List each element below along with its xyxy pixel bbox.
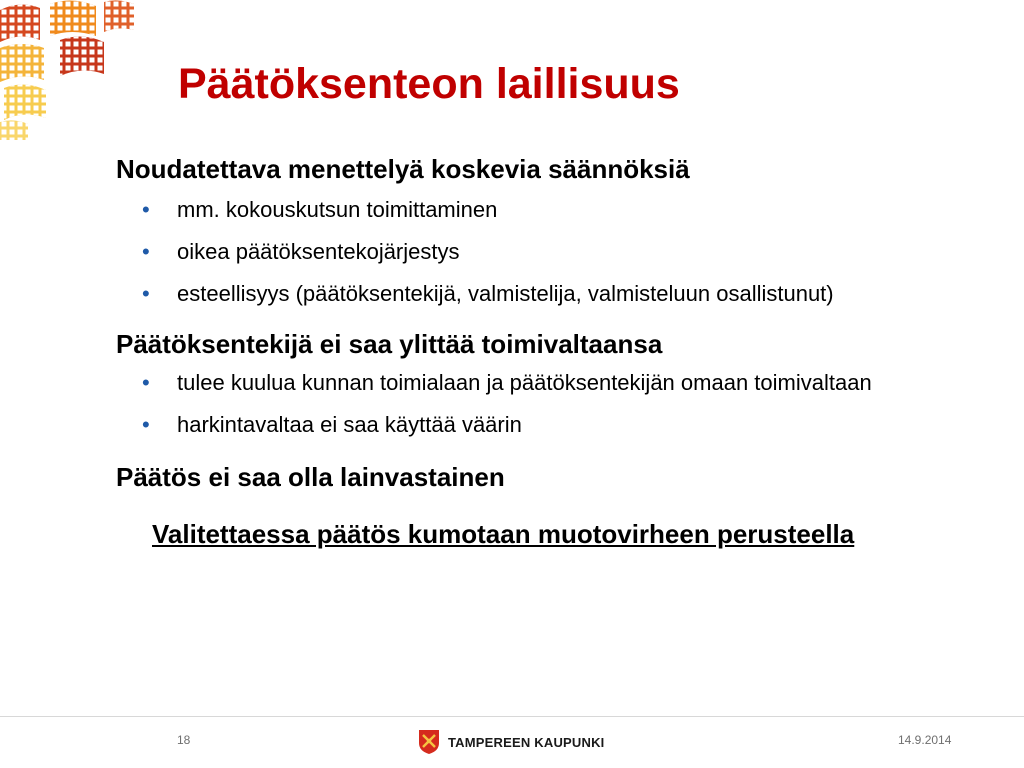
bullet-list [116,195,916,309]
section-heading: Päätös ei saa olla lainvastainen [116,462,505,493]
organization-name: TAMPEREEN KAUPUNKI [448,734,605,750]
bullet-list [116,368,916,440]
bullet-icon: • [142,412,150,438]
list-item: • mm. kokouskutsun toimittaminen [116,195,916,225]
bullet-icon: • [142,370,150,396]
slide-content [116,154,916,551]
appeal-note: Valitettaessa päätös kumotaan muotovirheen perusteella [152,518,855,549]
tampere-lattice-pattern-icon [0,0,140,140]
list-item: • harkintavaltaa ei saa käyttää väärin [116,410,916,440]
section-procedure [116,154,916,309]
footer-date: 14.9.2014 [898,733,952,747]
page-number: 18 [177,733,191,747]
bullet-icon: • [142,239,150,265]
list-item: • oikea päätöksentekojärjestys [116,237,916,267]
slide-title: Päätöksenteon laillisuus [178,60,680,108]
section-legality [116,462,916,551]
section-heading: Noudatettava menettelyä koskevia säännöksiä [116,154,690,184]
tampere-coat-of-arms-icon [418,729,440,755]
bullet-icon: • [142,197,150,223]
footer-logo [418,728,604,756]
bullet-icon: • [142,281,150,307]
footer-divider [0,716,1024,717]
section-competence [116,329,916,440]
list-item: • esteellisyys (päätöksentekijä, valmistelija, valmisteluun osallistunut) [116,279,916,309]
section-heading: Päätöksentekijä ei saa ylittää toimivaltaansa [116,329,663,360]
list-item: • tulee kuulua kunnan toimialaan ja päätöksentekijän omaan toimivaltaan [116,368,916,398]
